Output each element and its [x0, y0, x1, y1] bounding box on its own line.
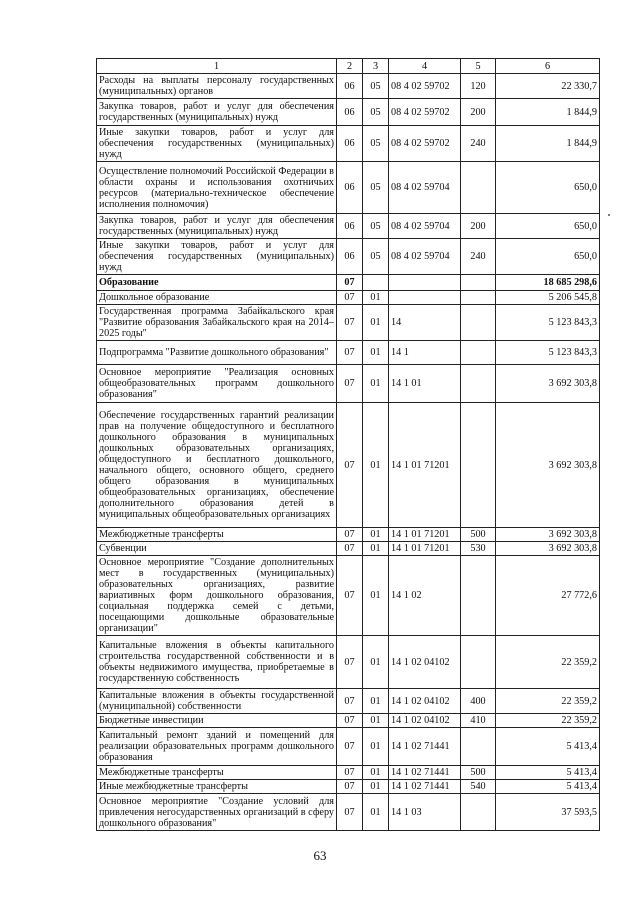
- row-subsection-cell: [363, 275, 389, 291]
- row-subsection-cell: 01: [363, 794, 389, 831]
- row-subsection-cell: 05: [363, 126, 389, 162]
- table-row: [97, 556, 600, 636]
- row-name-cell: Образование: [97, 275, 337, 291]
- row-name-cell: Основное мероприятие "Создание условий для привлечения негосударственных организаций в сферу дошкольного образования": [97, 794, 337, 831]
- row-subsection-cell: 01: [363, 365, 389, 403]
- table-row: [97, 239, 600, 275]
- row-subsection-cell: 05: [363, 239, 389, 275]
- row-subsection-cell: 01: [363, 341, 389, 365]
- row-target-code-cell: 14 1 01 71201: [389, 542, 461, 556]
- column-header: 6: [496, 59, 600, 74]
- row-section-cell: 06: [337, 99, 363, 126]
- row-section-cell: 06: [337, 126, 363, 162]
- row-expense-type-cell: 400: [461, 689, 496, 714]
- row-subsection-cell: 05: [363, 74, 389, 99]
- table-row: [97, 126, 600, 162]
- row-section-cell: 07: [337, 365, 363, 403]
- row-name-cell: Капитальные вложения в объекты капитального строительства государственной собственности и в объекты недвижимого имущества, приобретаемые в государственную собственность: [97, 636, 337, 689]
- row-target-code-cell: 14 1: [389, 341, 461, 365]
- row-expense-type-cell: 500: [461, 528, 496, 542]
- row-amount-cell: 650,0: [496, 162, 600, 214]
- row-name-cell: Капитальные вложения в объекты государственной (муниципальной) собственности: [97, 689, 337, 714]
- row-target-code-cell: 08 4 02 59702: [389, 99, 461, 126]
- row-section-cell: 07: [337, 305, 363, 341]
- row-section-cell: 07: [337, 766, 363, 780]
- row-expense-type-cell: 240: [461, 126, 496, 162]
- row-name-cell: Иные межбюджетные трансферты: [97, 780, 337, 794]
- row-section-cell: 06: [337, 74, 363, 99]
- table-row: [97, 528, 600, 542]
- row-subsection-cell: 05: [363, 162, 389, 214]
- table-row: [97, 74, 600, 99]
- row-section-cell: 06: [337, 239, 363, 275]
- row-section-cell: 07: [337, 689, 363, 714]
- row-section-cell: 07: [337, 528, 363, 542]
- row-amount-cell: 22 359,2: [496, 714, 600, 728]
- row-amount-cell: 27 772,6: [496, 556, 600, 636]
- table-row: [97, 689, 600, 714]
- row-target-code-cell: 08 4 02 59704: [389, 162, 461, 214]
- row-subsection-cell: 01: [363, 403, 389, 528]
- row-amount-cell: 5 123 843,3: [496, 341, 600, 365]
- row-section-cell: 06: [337, 162, 363, 214]
- row-subsection-cell: 05: [363, 214, 389, 239]
- row-name-cell: Бюджетные инвестиции: [97, 714, 337, 728]
- table-row: [97, 291, 600, 305]
- row-expense-type-cell: [461, 291, 496, 305]
- row-target-code-cell: 08 4 02 59704: [389, 239, 461, 275]
- row-expense-type-cell: 540: [461, 780, 496, 794]
- row-name-cell: Осуществление полномочий Российской Федерации в области охраны и использования охотничьих ресурсов (материально-техническое обеспечение исполнения полномочия): [97, 162, 337, 214]
- row-expense-type-cell: [461, 636, 496, 689]
- row-subsection-cell: 05: [363, 99, 389, 126]
- row-subsection-cell: 01: [363, 556, 389, 636]
- scan-speck: [608, 214, 610, 216]
- row-expense-type-cell: 200: [461, 99, 496, 126]
- row-amount-cell: 22 359,2: [496, 689, 600, 714]
- row-target-code-cell: [389, 275, 461, 291]
- row-subsection-cell: 01: [363, 636, 389, 689]
- row-name-cell: Межбюджетные трансферты: [97, 528, 337, 542]
- row-subsection-cell: 01: [363, 291, 389, 305]
- row-section-cell: 07: [337, 780, 363, 794]
- row-name-cell: Иные закупки товаров, работ и услуг для обеспечения государственных (муниципальных) нужд: [97, 239, 337, 275]
- row-expense-type-cell: [461, 341, 496, 365]
- row-expense-type-cell: 240: [461, 239, 496, 275]
- row-amount-cell: 650,0: [496, 239, 600, 275]
- row-expense-type-cell: [461, 403, 496, 528]
- row-amount-cell: 3 692 303,8: [496, 403, 600, 528]
- row-section-cell: 07: [337, 794, 363, 831]
- row-amount-cell: 5 413,4: [496, 728, 600, 766]
- row-expense-type-cell: [461, 728, 496, 766]
- row-target-code-cell: 08 4 02 59702: [389, 126, 461, 162]
- row-section-cell: 07: [337, 291, 363, 305]
- row-subsection-cell: 01: [363, 689, 389, 714]
- row-subsection-cell: 01: [363, 542, 389, 556]
- table-row: [97, 636, 600, 689]
- table-row: [97, 403, 600, 528]
- row-expense-type-cell: 200: [461, 214, 496, 239]
- row-amount-cell: 650,0: [496, 214, 600, 239]
- table-row: [97, 341, 600, 365]
- table-row: [97, 214, 600, 239]
- column-header: 1: [97, 59, 337, 74]
- row-target-code-cell: 14 1 03: [389, 794, 461, 831]
- row-name-cell: Капитальный ремонт зданий и помещений для реализации образовательных программ дошкольного образования: [97, 728, 337, 766]
- row-section-cell: 07: [337, 542, 363, 556]
- row-amount-cell: 37 593,5: [496, 794, 600, 831]
- row-section-cell: 07: [337, 714, 363, 728]
- column-header: 3: [363, 59, 389, 74]
- row-name-cell: Закупка товаров, работ и услуг для обеспечения государственных (муниципальных) нужд: [97, 214, 337, 239]
- row-expense-type-cell: 120: [461, 74, 496, 99]
- row-target-code-cell: 14: [389, 305, 461, 341]
- column-header: 5: [461, 59, 496, 74]
- page-number: 63: [313, 848, 327, 863]
- row-name-cell: Подпрограмма "Развитие дошкольного образования": [97, 341, 337, 365]
- row-subsection-cell: 01: [363, 728, 389, 766]
- row-name-cell: Государственная программа Забайкальского края "Развитие образования Забайкальского края на 2014–2025 годы": [97, 305, 337, 341]
- row-subsection-cell: 01: [363, 780, 389, 794]
- row-target-code-cell: 14 1 02 04102: [389, 636, 461, 689]
- row-target-code-cell: 14 1 02 04102: [389, 714, 461, 728]
- table-header-row: [97, 59, 600, 74]
- row-name-cell: Основное мероприятие "Создание дополнительных мест в государственных (муниципальных) образовательных организациях, развитие вариативных форм дошкольного образования, социальная поддержка семей с детьми, посещающими дошкольные образовательные организации": [97, 556, 337, 636]
- row-target-code-cell: 14 1 01: [389, 365, 461, 403]
- table-row: [97, 305, 600, 341]
- row-section-cell: 07: [337, 636, 363, 689]
- row-subsection-cell: 01: [363, 766, 389, 780]
- column-header: 2: [337, 59, 363, 74]
- row-section-cell: 07: [337, 728, 363, 766]
- table-row: [97, 162, 600, 214]
- row-amount-cell: 5 206 545,8: [496, 291, 600, 305]
- row-amount-cell: 1 844,9: [496, 99, 600, 126]
- row-target-code-cell: 08 4 02 59702: [389, 74, 461, 99]
- table-row: [97, 275, 600, 291]
- row-expense-type-cell: [461, 365, 496, 403]
- row-amount-cell: 1 844,9: [496, 126, 600, 162]
- row-amount-cell: 5 123 843,3: [496, 305, 600, 341]
- row-target-code-cell: 14 1 02 04102: [389, 689, 461, 714]
- row-target-code-cell: [389, 291, 461, 305]
- row-amount-cell: 18 685 298,6: [496, 275, 600, 291]
- row-amount-cell: 22 330,7: [496, 74, 600, 99]
- row-name-cell: Основное мероприятие "Реализация основных общеобразовательных программ дошкольного образования": [97, 365, 337, 403]
- row-expense-type-cell: 530: [461, 542, 496, 556]
- row-expense-type-cell: 410: [461, 714, 496, 728]
- table-row: [97, 794, 600, 831]
- row-section-cell: 07: [337, 556, 363, 636]
- row-name-cell: Субвенции: [97, 542, 337, 556]
- table-body: [97, 74, 600, 831]
- table-row: [97, 766, 600, 780]
- row-name-cell: Межбюджетные трансферты: [97, 766, 337, 780]
- row-name-cell: Иные закупки товаров, работ и услуг для обеспечения государственных (муниципальных) нужд: [97, 126, 337, 162]
- row-expense-type-cell: [461, 305, 496, 341]
- table-row: [97, 542, 600, 556]
- row-target-code-cell: 14 1 01 71201: [389, 403, 461, 528]
- row-name-cell: Расходы на выплаты персоналу государственных (муниципальных) органов: [97, 74, 337, 99]
- row-expense-type-cell: [461, 556, 496, 636]
- table-row: [97, 728, 600, 766]
- row-section-cell: 07: [337, 403, 363, 528]
- row-target-code-cell: 14 1 02 71441: [389, 766, 461, 780]
- row-section-cell: 07: [337, 341, 363, 365]
- row-subsection-cell: 01: [363, 305, 389, 341]
- table-row: [97, 780, 600, 794]
- row-expense-type-cell: 500: [461, 766, 496, 780]
- table-row: [97, 365, 600, 403]
- row-target-code-cell: 14 1 02: [389, 556, 461, 636]
- row-subsection-cell: 01: [363, 714, 389, 728]
- row-target-code-cell: 14 1 02 71441: [389, 728, 461, 766]
- row-section-cell: 07: [337, 275, 363, 291]
- row-expense-type-cell: [461, 275, 496, 291]
- row-target-code-cell: 14 1 02 71441: [389, 780, 461, 794]
- row-amount-cell: 3 692 303,8: [496, 365, 600, 403]
- row-name-cell: Обеспечение государственных гарантий реализации прав на получение общедоступного и бесплатного дошкольного образования в муниципальных дошкольных образовательных организациях, общедоступного и бесплатного дошкольного, начального общего, основного общего, среднего общего образования в муниципальных общеобразовательных организациях, обеспечение дополнительного образования детей в муниципальных общеобразовательных организациях: [97, 403, 337, 528]
- row-target-code-cell: 08 4 02 59704: [389, 214, 461, 239]
- row-amount-cell: 5 413,4: [496, 766, 600, 780]
- column-header: 4: [389, 59, 461, 74]
- table-row: [97, 99, 600, 126]
- row-subsection-cell: 01: [363, 528, 389, 542]
- row-target-code-cell: 14 1 01 71201: [389, 528, 461, 542]
- row-name-cell: Закупка товаров, работ и услуг для обеспечения государственных (муниципальных) нужд: [97, 99, 337, 126]
- row-amount-cell: 22 359,2: [496, 636, 600, 689]
- row-expense-type-cell: [461, 162, 496, 214]
- budget-table: [96, 58, 600, 831]
- row-section-cell: 06: [337, 214, 363, 239]
- row-name-cell: Дошкольное образование: [97, 291, 337, 305]
- row-amount-cell: 5 413,4: [496, 780, 600, 794]
- row-expense-type-cell: [461, 794, 496, 831]
- table-row: [97, 714, 600, 728]
- row-amount-cell: 3 692 303,8: [496, 528, 600, 542]
- row-amount-cell: 3 692 303,8: [496, 542, 600, 556]
